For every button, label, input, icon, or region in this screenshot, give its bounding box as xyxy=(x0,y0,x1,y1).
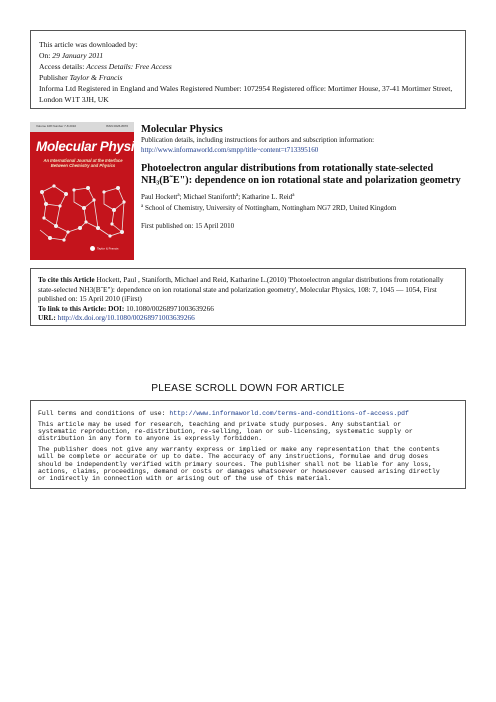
author-hockett: Paul Hockett xyxy=(141,192,178,201)
author-staniforth: ; Michael Staniforth xyxy=(179,192,236,201)
cite-article-text: Hockett, Paul , Staniforth, Michael and Reid, Katharine L.(2010) 'Photoelectron angular distributions from rotationally state-selected NH3(B˜E"): dependence on ion rotational state and polarization geometry', Molecular Physics, 108: 7, 1045 — 1054, First published on: 15 April 2010 (iFirst) xyxy=(38,275,444,304)
cite-article-label: To cite this Article xyxy=(38,275,95,284)
url-label: URL: xyxy=(38,313,58,323)
author-affil-mark-1: a xyxy=(177,192,180,198)
download-date-line xyxy=(39,50,457,61)
cover-header-band xyxy=(30,122,134,132)
terms-box xyxy=(30,400,466,489)
cover-molecule-artwork xyxy=(34,182,130,244)
cite-article-line xyxy=(38,275,458,304)
article-authors xyxy=(141,191,471,203)
doi-label: To link to this Article: DOI: xyxy=(38,303,127,313)
publisher-logo-icon xyxy=(90,246,95,251)
cover-logo-text: Taylor & Francis xyxy=(97,246,119,251)
access-details-value: Access Details: Free Access xyxy=(86,62,172,71)
article-title-part-2: (B˜E"): dependence on ion rotational state and polarization geometry xyxy=(159,175,461,186)
cover-subtitle: An International Journal at the Interface Between Chemistry and Physics xyxy=(43,158,123,169)
cover-issn-text: ISSN 0026-8976 xyxy=(105,124,128,128)
url-line xyxy=(38,313,458,323)
journal-name: Molecular Physics xyxy=(141,124,223,135)
downloaded-by-text: This article was downloaded by: xyxy=(39,40,138,49)
scroll-down-notice: PLEASE SCROLL DOWN FOR ARTICLE xyxy=(151,383,345,394)
first-published-text: First published on: 15 April 2010 xyxy=(141,221,235,230)
affiliation-text: School of Chemistry, University of Nottingham, Nottingham NG7 2RD, United Kingdom xyxy=(143,204,397,212)
download-date-value: 29 January 2011 xyxy=(52,51,104,60)
affiliation-mark: a xyxy=(141,204,144,209)
doi-value: 10.1080/00268971003639266 xyxy=(126,303,214,313)
publisher-line xyxy=(39,72,457,83)
terms-disclaimer-paragraph: The publisher does not give any warranty express or implied or make any representation that the contents will be complete or accurate or up to date. The accuracy of any instructions, formulae and drug doses should be independently verified with primary sources. The publisher shall not be liable for any loss, actions, claims, proceedings, demand or costs or damages whatsoever or howsoever caused arising directly or indirectly in connection with or arising out of the use of this material. xyxy=(38,446,440,483)
author-reid: ; Katharine L. Reid xyxy=(238,192,293,201)
publication-details-text: Publication details, including instructions for authors and subscription information: xyxy=(141,136,375,144)
author-affiliation xyxy=(141,202,471,214)
terms-url-link[interactable]: http://www.informaworld.com/terms-and-conditions-of-access.pdf xyxy=(169,410,409,417)
author-affil-mark-2: a xyxy=(235,192,239,198)
article-title xyxy=(141,163,471,190)
publisher-value: Taylor & Francis xyxy=(69,73,123,82)
download-date-label: On: xyxy=(39,51,53,60)
download-info-box xyxy=(30,30,466,109)
article-title-subscript: 3 xyxy=(156,180,160,187)
cover-volume-text: Volume 108 Number 7-8 2010 xyxy=(36,124,77,128)
terms-prefix: Full terms and conditions of use: xyxy=(38,410,170,417)
access-details-label: Access details: xyxy=(39,62,87,71)
article-title-nh: NH xyxy=(141,175,157,186)
doi-line xyxy=(38,304,458,314)
citation-box xyxy=(30,268,466,326)
author-affil-mark-3: a xyxy=(292,192,295,198)
journal-url-link[interactable]: http://www.informaworld.com/smpp/title~content=t713395160 xyxy=(141,145,319,154)
terms-usage-paragraph: This article may be used for research, teaching and private study purposes. Any substantial or systematic reproduction, re-distribution, re-selling, loan or sub-licensing, systematic supply or distribution in any form to anyone is expressly forbidden. xyxy=(38,420,413,443)
publisher-label: Publisher xyxy=(39,73,70,82)
access-details-line xyxy=(39,61,457,72)
article-title-part-1: Photoelectron angular distributions from rotationally state-selected xyxy=(141,163,434,174)
cover-publisher-logo xyxy=(90,246,119,251)
terms-line xyxy=(38,410,458,417)
registration-text: Informa Ltd Registered in England and Wales Registered Number: 1072954 Registered office: Mortimer House, 37-41 Mortimer Street, London W1T 3JH, UK xyxy=(39,84,453,104)
journal-info xyxy=(141,123,471,231)
cover-title: Molecular Physics xyxy=(36,139,149,154)
article-url-link[interactable]: http://dx.doi.org/10.1080/00268971003639266 xyxy=(57,313,195,323)
